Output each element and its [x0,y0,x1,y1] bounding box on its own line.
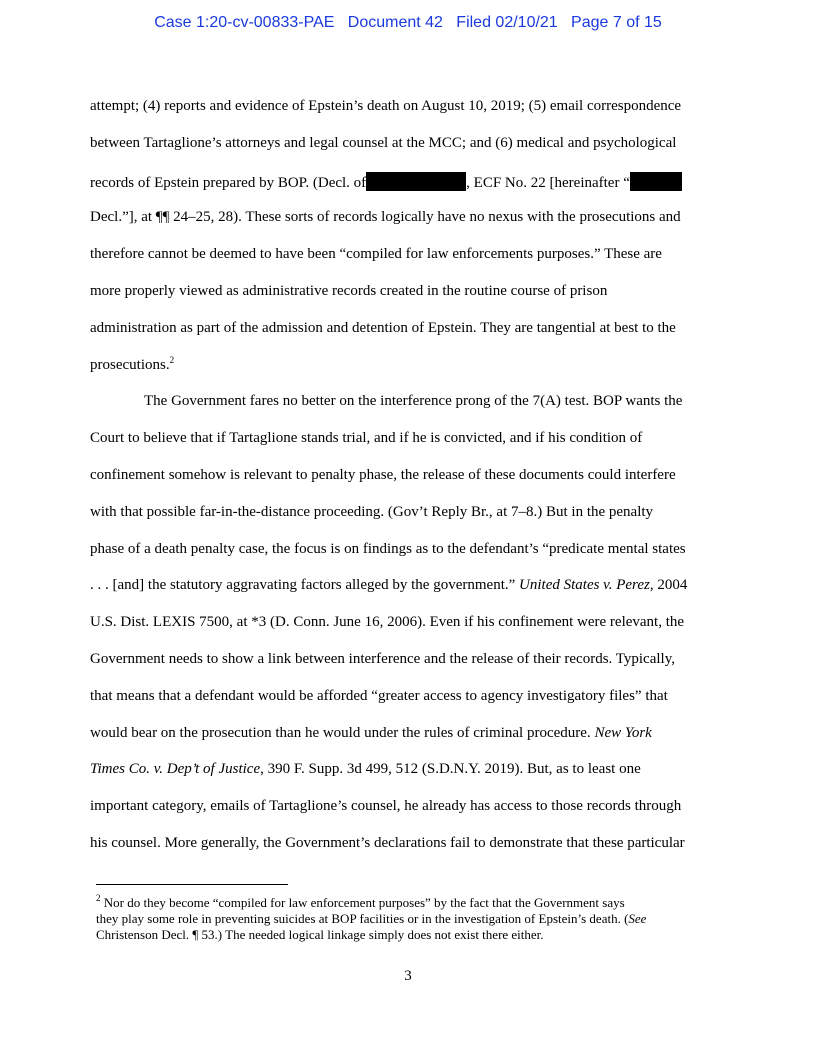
footnote-divider [96,884,288,885]
body-line: attempt; (4) reports and evidence of Epstein’s death on August 10, 2019; (5) email correspondence [90,98,682,114]
body-line [90,356,174,374]
footnote-number: 2 [96,893,101,903]
body-line [90,760,641,778]
body-line: Court to believe that if Tartaglione stands trial, and if he is convicted, and if his condition of [90,430,643,446]
body-line: phase of a death penalty case, the focus is on findings as to the defendant’s “predicate mental states [90,541,686,557]
body-line: that means that a defendant would be afforded “greater access to agency investigatory files” that [90,688,668,704]
text-run: , 2004 [649,577,688,593]
footnote-line [96,895,625,910]
body-line [90,172,682,192]
case-citation: United States v. Perez [519,577,650,593]
text-run: prosecutions. [90,357,170,373]
page-number: 3 [404,968,412,984]
text-run: , ECF No. 22 [hereinafter “ [466,175,630,191]
body-line: important category, emails of Tartaglione’s counsel, he already has access to those records through [90,798,682,814]
redaction-box [630,172,682,191]
case-citation: New York [594,725,652,741]
body-line: Decl.”], at ¶¶ 24–25, 28). These sorts of records logically have no nexus with the prosecutions and [90,209,681,225]
body-line: administration as part of the admission and detention of Epstein. They are tangential at best to the [90,320,676,336]
body-line: more properly viewed as administrative records created in the routine course of prison [90,283,608,299]
case-number: Case 1:20-cv-00833-PAE [154,14,335,31]
body-line: Government needs to show a link between interference and the release of their records. Typically, [90,651,675,667]
text-run: would bear on the prosecution than he would under the rules of criminal procedure. [90,725,591,741]
body-line: The Government fares no better on the interference prong of the 7(A) test. BOP wants the [144,393,683,409]
footnote-ref: 2 [169,355,175,365]
body-line: between Tartaglione’s attorneys and legal counsel at the MCC; and (6) medical and psychological [90,135,677,151]
filed-date: Filed 02/10/21 [456,14,558,31]
body-line: confinement somehow is relevant to penalty phase, the release of these documents could interfere [90,467,676,483]
body-line: therefore cannot be deemed to have been “compiled for law enforcements purposes.” These are [90,246,662,262]
body-line [90,576,687,594]
text-run: , 390 F. Supp. 3d 499, 512 (S.D.N.Y. 2019). But, as to least one [260,761,641,777]
text-run: records of Epstein prepared by BOP. (Decl. of [90,175,367,191]
body-line: with that possible far-in-the-distance proceeding. (Gov’t Reply Br., at 7–8.) But in the penalty [90,504,654,520]
body-line: his counsel. More generally, the Government’s declarations fail to demonstrate that these particular [90,835,685,851]
body-line [90,724,652,742]
page-of: Page 7 of 15 [571,14,662,31]
redaction-box [366,172,466,191]
footnote-line [96,911,646,926]
case-citation: Times Co. v. Dep’t of Justice [90,761,261,777]
document-number: Document 42 [347,14,443,31]
footnote-line: Christenson Decl. ¶ 53.) The needed logical linkage simply does not exist there either. [96,927,544,942]
text-run: . . . [and] the statutory aggravating factors alleged by the government.” [90,577,516,593]
text-run: Nor do they become “compiled for law enforcement purposes” by the fact that the Government says [103,895,625,910]
body-line: U.S. Dist. LEXIS 7500, at *3 (D. Conn. June 16, 2006). Even if his confinement were relevant, the [90,614,685,630]
case-header [0,14,816,32]
text-run: they play some role in preventing suicides at BOP facilities or in the investigation of Epstein’s death. ( [96,911,629,926]
signal-word: See [628,911,647,926]
